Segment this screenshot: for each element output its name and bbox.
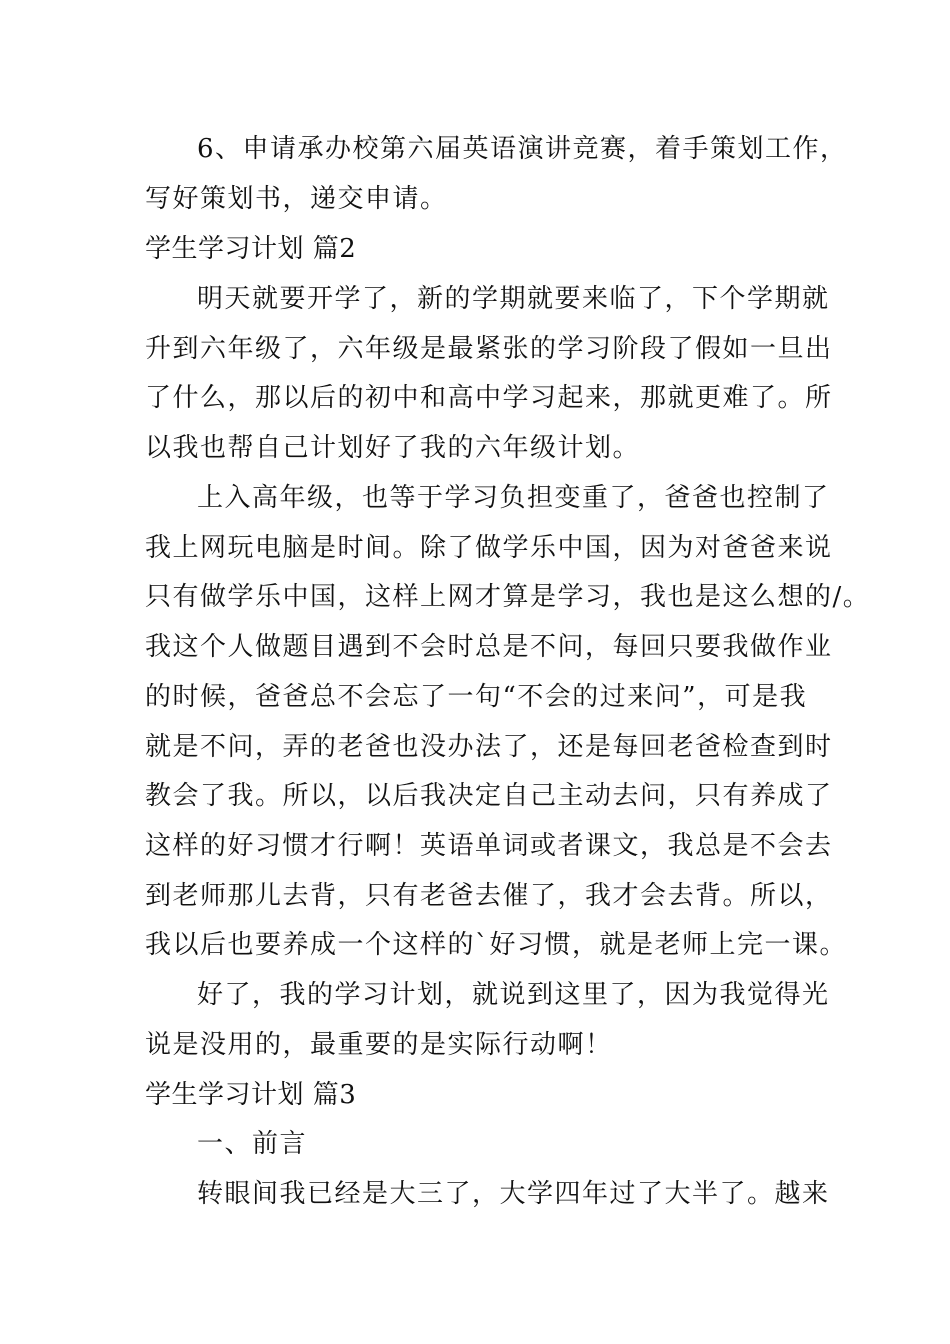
paragraph-line: 只有做学乐中国，这样上网才算是学习，我也是这么想的/。 — [145, 582, 871, 612]
paragraph-line: 就是不问，弄的老爸也没办法了，还是每回老爸检查到时 — [145, 732, 833, 762]
paragraph-line: 写好策划书，递交申请。 — [145, 184, 448, 214]
paragraph-line: 教会了我。所以，以后我决定自己主动去问，只有养成了 — [145, 781, 833, 811]
paragraph-line: 了什么，那以后的初中和高中学习起来，那就更难了。所 — [145, 383, 833, 413]
paragraph-line: 的时候，爸爸总不会忘了一句“不会的过来问”，可是我 — [145, 682, 808, 712]
paragraph-line: 转眼间我已经是大三了，大学四年过了大半了。越来 — [197, 1179, 830, 1209]
paragraph-line: 我上网玩电脑是时间。除了做学乐中国，因为对爸爸来说 — [145, 533, 833, 563]
paragraph-line: 以我也帮自己计划好了我的六年级计划。 — [145, 433, 641, 463]
paragraph-line: 升到六年级了，六年级是最紧张的学习阶段了假如一旦出 — [145, 334, 833, 364]
paragraph-line: 明天就要开学了，新的学期就要来临了，下个学期就 — [197, 284, 830, 314]
section-heading: 学生学习计划 篇2 — [145, 234, 357, 264]
paragraph-line: 上入高年级，也等于学习负担变重了，爸爸也控制了 — [197, 483, 830, 513]
paragraph-line: 我这个人做题目遇到不会时总是不问，每回只要我做作业 — [145, 632, 833, 662]
section-heading: 学生学习计划 篇3 — [145, 1080, 357, 1110]
paragraph-line: 我以后也要养成一个这样的`好习惯，就是老师上完一课。 — [145, 930, 848, 960]
paragraph-line: 好了，我的学习计划，就说到这里了，因为我觉得光 — [197, 980, 830, 1010]
subsection-heading: 一、前言 — [197, 1129, 308, 1159]
paragraph-line: 到老师那儿去背，只有老爸去催了，我才会去背。所以， — [145, 881, 833, 911]
paragraph-line: 这样的好习惯才行啊！英语单词或者课文，我总是不会去 — [145, 831, 833, 861]
paragraph-line: 说是没用的，最重要的是实际行动啊！ — [145, 1030, 613, 1060]
paragraph-line: 6、申请承办校第六届英语演讲竞赛，着手策划工作， — [197, 134, 848, 164]
